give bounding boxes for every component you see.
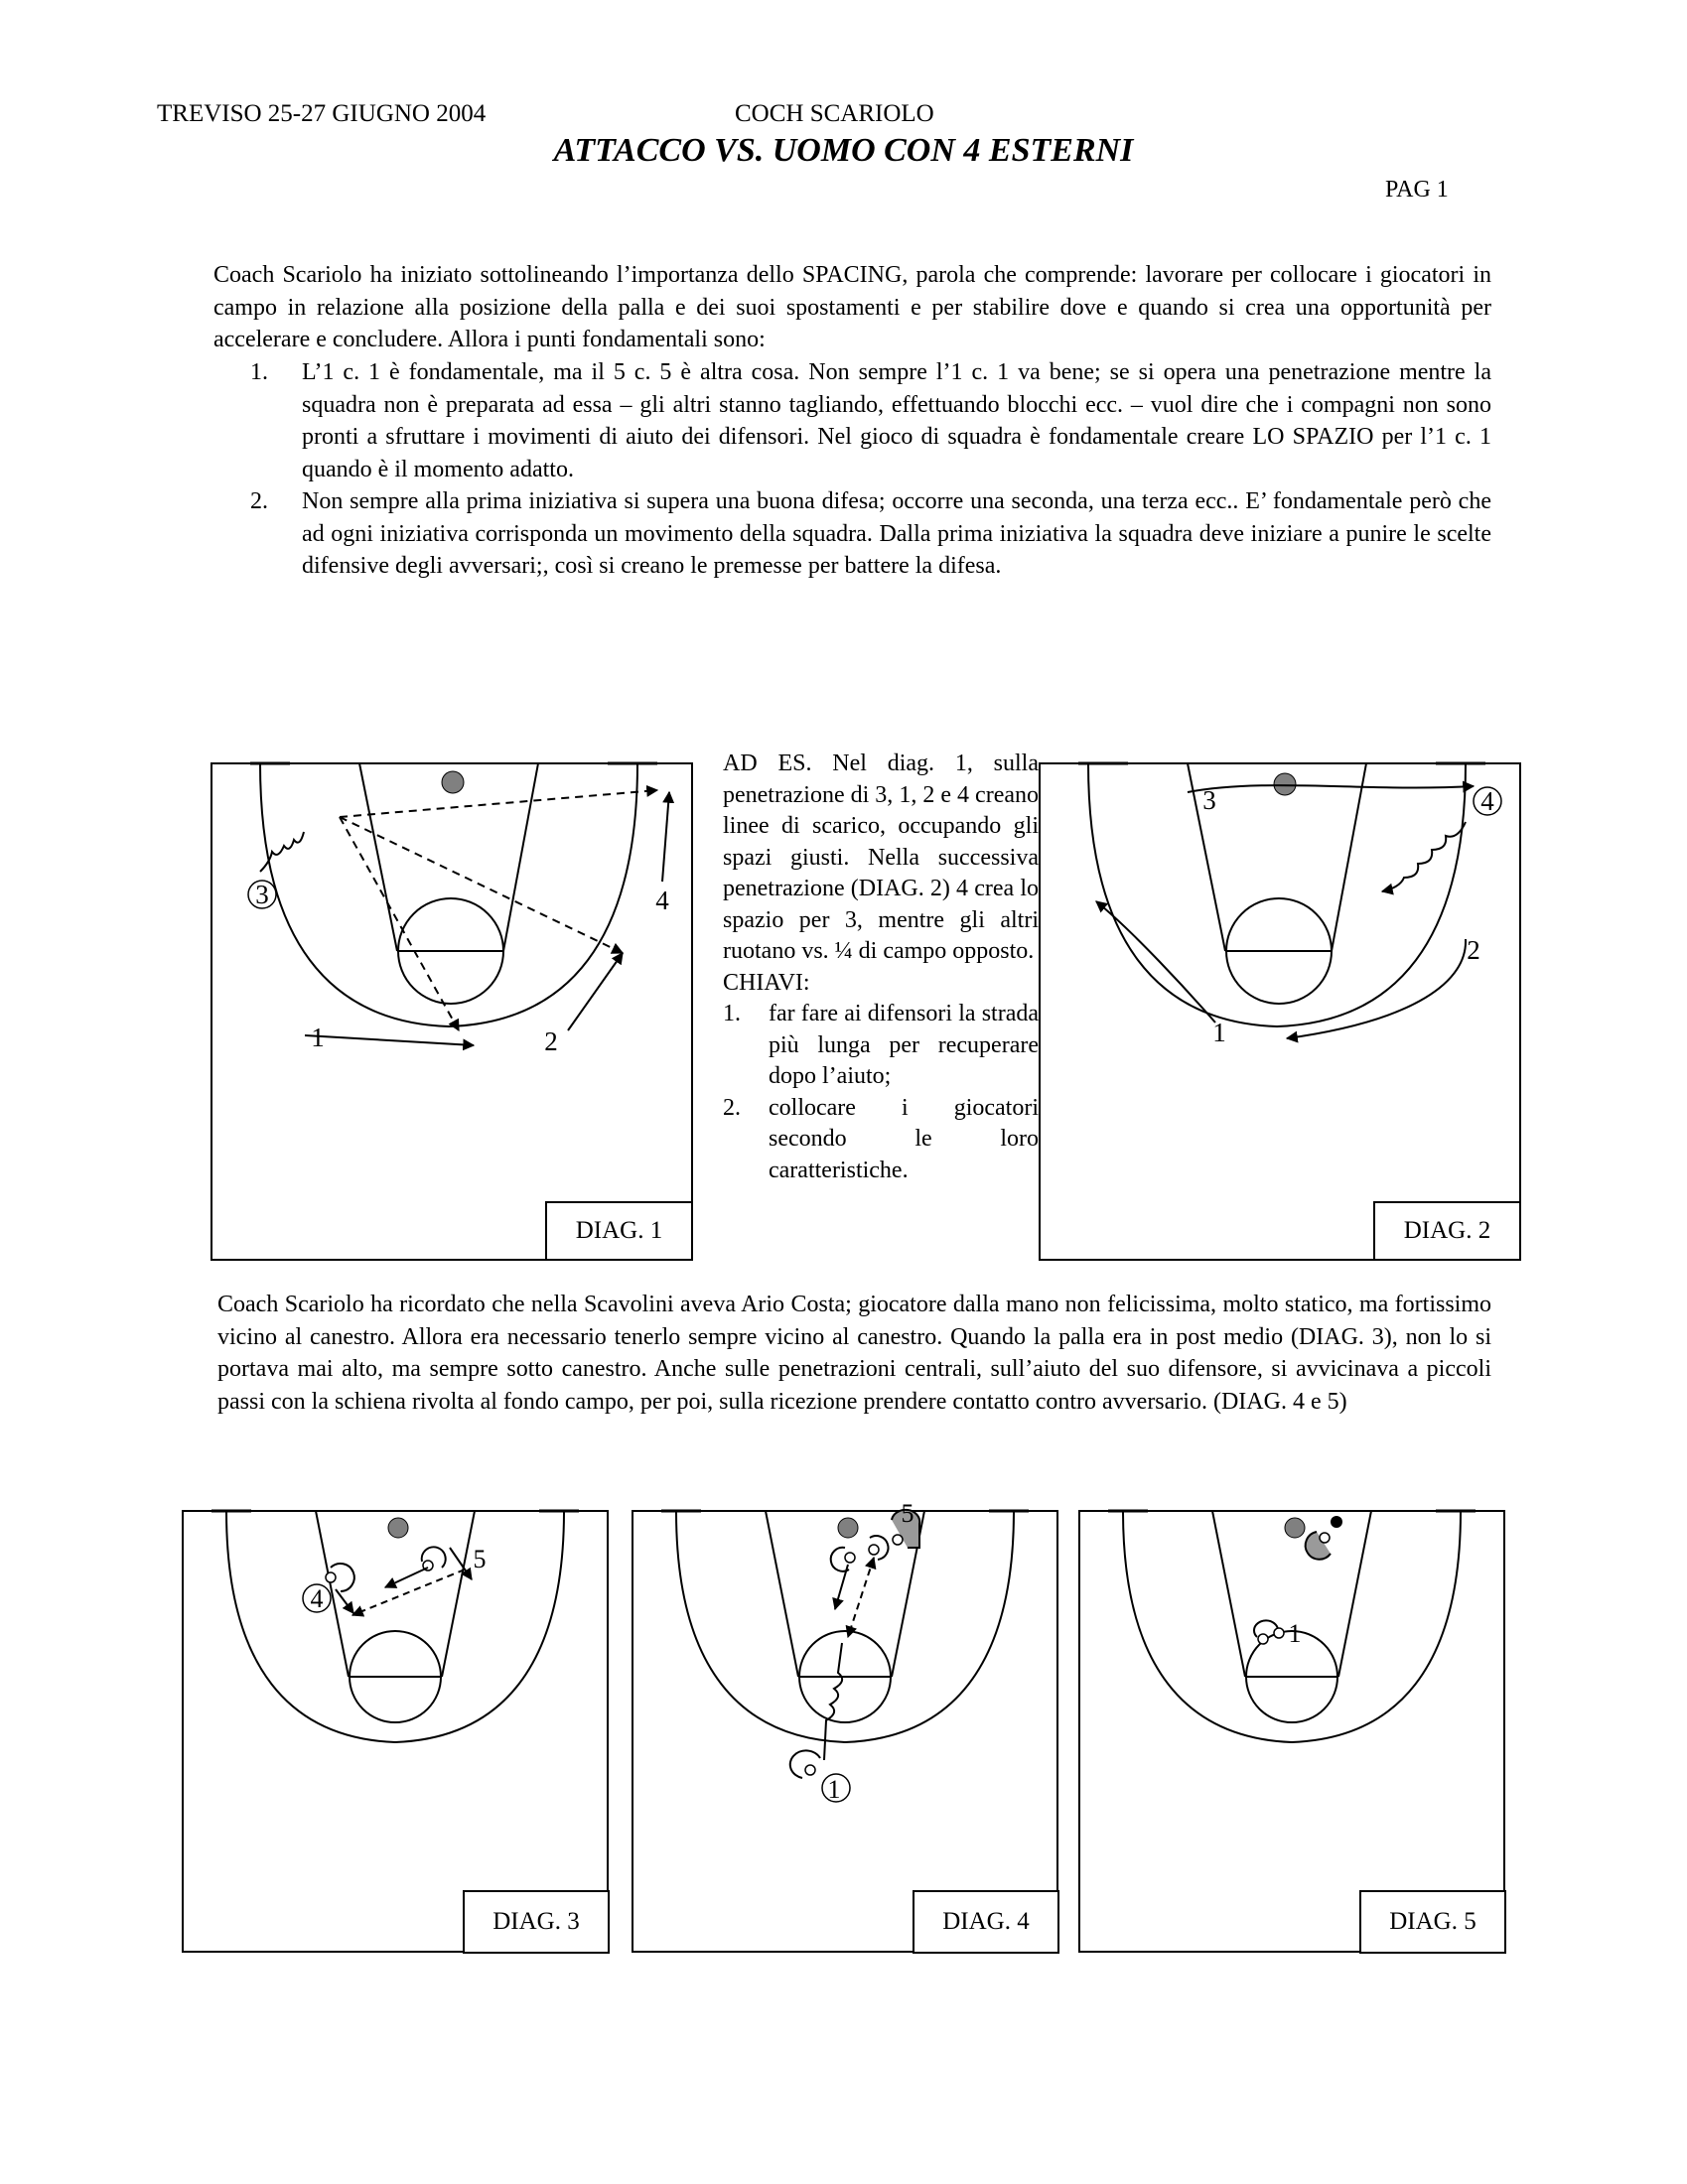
court-border (1040, 763, 1520, 1260)
diagram-3 (182, 1510, 609, 1953)
list-item-text: Non sempre alla prima iniziativa si supera una buona difesa; occorre una seconda, una terza ecc.. E’ fondamentale però che ad ogni iniziativa corrisponda un movimento della squadra. Dalla prima iniziativa la squadra deve iniziare a punire le scelte difensive degli avversari;, così si creano le premesse per battere la difesa. (302, 488, 1491, 579)
diagram-2 (1039, 762, 1521, 1261)
cut-arrow (305, 1035, 474, 1045)
diagram-label: DIAG. 1 (545, 1201, 693, 1261)
player-number: 1 (1212, 1018, 1226, 1047)
player-number: 1 (311, 1023, 325, 1052)
diagram-label: DIAG. 3 (463, 1890, 610, 1954)
three-point-line (226, 1511, 564, 1742)
key-item (723, 999, 1039, 1093)
three-point-line (676, 1511, 1014, 1742)
side-explanation (723, 749, 1039, 1186)
diagram-5 (1078, 1510, 1505, 1953)
ball-icon (442, 771, 464, 793)
key-item (723, 1093, 1039, 1187)
diagram-label: DIAG. 4 (913, 1890, 1059, 1954)
player-number: 4 (655, 886, 669, 915)
player-number: 4 (1480, 786, 1494, 816)
page-number: PAG 1 (1385, 177, 1449, 203)
court-diagram-2 (1039, 762, 1521, 1261)
pass-arrow (340, 790, 657, 817)
key-text: collocare i giocatori secondo le loro caratteristiche. (769, 1094, 1039, 1183)
player-number: 3 (255, 880, 269, 909)
player-number: 5 (473, 1545, 487, 1573)
pass-arrow (848, 1558, 874, 1637)
court-border (211, 763, 692, 1260)
court-diagram-1 (211, 762, 693, 1261)
list-item-number: 2. (250, 488, 268, 514)
ball-icon (1274, 773, 1296, 795)
diagram-label: DIAG. 5 (1359, 1890, 1506, 1954)
court-diagram-4 (632, 1499, 1058, 1953)
key-number: 2. (723, 1094, 741, 1121)
cut-arrow (662, 792, 669, 882)
document-title: ATTACCO VS. UOMO CON 4 ESTERNI (553, 132, 1134, 169)
diagram-4 (632, 1499, 1058, 1953)
diagram-1 (211, 762, 693, 1261)
ball-icon (1285, 1518, 1305, 1538)
diagram-label: DIAG. 2 (1373, 1201, 1521, 1261)
intro-paragraph: Coach Scariolo ha iniziato sottolineando l’importanza dello SPACING, parola che comprende: lavorare per collocare i giocatori in campo in relazione alla posizione della palla e dei suoi spostamenti e per stabilire dove e quando si crea una opportunità per accelerare e concludere. Allora i punti fondamentali sono: (213, 262, 1491, 352)
key-number: 1. (723, 1001, 741, 1026)
key-text: far fare ai difensori la strada più lunga per recuperare dopo l’aiuto; (769, 1001, 1039, 1089)
ball-icon (838, 1518, 858, 1538)
player-number: 2 (544, 1026, 558, 1056)
court-diagram-5 (1078, 1510, 1505, 1953)
player-number: 4 (310, 1584, 324, 1613)
list-item-text: L’1 c. 1 è fondamentale, ma il 5 c. 5 è altra cosa. Non sempre l’1 c. 1 va bene; se si opera una penetrazione mentre la squadra non è preparata ad essa – gli altri stanno tagliando, effettuando blocchi ecc. – vuol dire che i compagni non sono pronti a sfruttare i movimenti di aiuto dei difensori. Nel gioco di squadra è fondamentale creare LO SPAZIO per l’1 c. 1 quando è il momento adatto. (302, 359, 1491, 482)
player-number: 2 (1467, 935, 1480, 965)
pass-arrow (340, 817, 459, 1030)
cut-arrow (385, 1568, 428, 1587)
player-number: 5 (901, 1499, 914, 1528)
scavolini-paragraph: Coach Scariolo ha ricordato che nella Scavolini aveva Ario Costa; giocatore dalla mano non felicissima, molto statico, ma fortissimo vicino al canestro. Allora era necessario tenerlo sempre vicino al canestro. Quando la palla era in post medio (DIAG. 3), non lo si portava mai alto, ma sempre sotto canestro. Anche sulle penetrazioni centrali, sull’aiuto del suo difensore, si avvicinava a piccoli passi con la schiena rivolta al fondo campo, per poi, sulla ricezione prendere contatto contro avversario. (DIAG. 4 e 5) (217, 1292, 1491, 1415)
keys-title: CHIAVI: (723, 969, 810, 996)
header-coach: COCH SCARIOLO (735, 100, 934, 127)
court-border (183, 1511, 608, 1952)
court-border (1079, 1511, 1504, 1952)
cut-arrow (568, 953, 623, 1030)
defender-icon (790, 1750, 820, 1778)
player-number: 1 (1288, 1619, 1302, 1648)
three-point-line (1088, 763, 1466, 1026)
ball-holder-icon (1331, 1516, 1342, 1528)
list-item-number: 1. (250, 359, 268, 385)
player-number: 1 (827, 1775, 841, 1804)
cut-arrow (1188, 785, 1474, 792)
three-point-line (260, 763, 637, 1026)
court-diagram-3 (182, 1510, 609, 1953)
player-number: 3 (1202, 785, 1216, 815)
ball-icon (388, 1518, 408, 1538)
header-event: TREVISO 25-27 GIUGNO 2004 (157, 100, 487, 127)
side-text: AD ES. Nel diag. 1, sulla penetrazione di 3, 1, 2 e 4 creano linee di scarico, occupando gli spazi giusti. Nella successiva penetrazione (DIAG. 2) 4 crea lo spazio per 3, mentre gli altri ruotano vs. ¼ di campo opposto. (723, 751, 1039, 964)
pass-arrow (340, 817, 623, 953)
cut-arrow (336, 1589, 353, 1613)
